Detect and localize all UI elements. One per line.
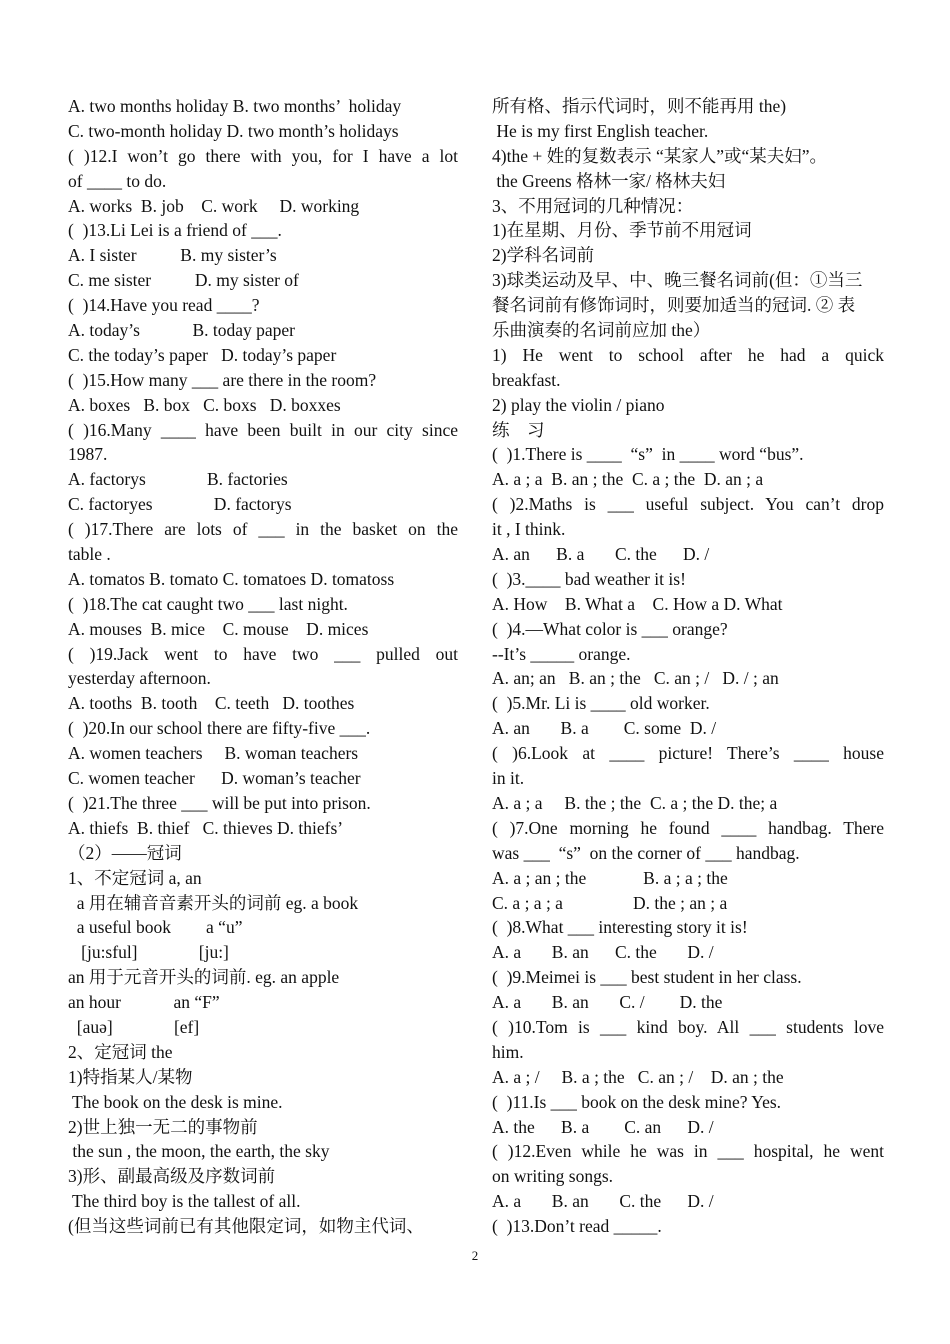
- text-line: A. a B. an C. the D. /: [492, 1191, 714, 1212]
- text-line: A. a ; an ; the B. a ; a ; the: [492, 867, 728, 888]
- text-line: (但当这些词前已有其他限定词，如物主代词、: [68, 1216, 424, 1237]
- text-line: A. works B. job C. work D. working: [68, 195, 360, 216]
- text-line: A. How B. What a C. How a D. What: [492, 593, 783, 614]
- text-line: ( )3.____ bad weather it is!: [492, 568, 686, 589]
- text-line: C. two-month holiday D. two month’s holidays: [68, 120, 399, 141]
- text-line: A. I sister B. my sister’s: [68, 245, 277, 266]
- text-line: ( )4.—What color is ___ orange?: [492, 618, 728, 639]
- text-line: ( )7.One morning he found ____ handbag. There: [492, 817, 884, 838]
- text-line: A. tooths B. tooth C. teeth D. toothes: [68, 693, 355, 714]
- text-line: 4)the + 姓的复数表示 “某家人”或“某夫妇”。: [492, 145, 828, 166]
- text-line: A. a ; a B. the ; the C. a ; the D. the; a: [492, 792, 778, 813]
- text-line: ( )15.How many ___ are there in the room?: [68, 369, 377, 390]
- text-line: breakfast.: [492, 369, 561, 390]
- text-line: ( )13.Li Lei is a friend of ___.: [68, 220, 282, 241]
- text-line: C. a ; a ; a D. the ; an ; a: [492, 892, 728, 913]
- text-line: C. me sister D. my sister of: [68, 270, 299, 291]
- text-line: an 用于元音开头的词前. eg. an apple: [68, 967, 340, 988]
- text-line: ( )8.What ___ interesting story it is!: [492, 917, 748, 938]
- text-line: 练 习: [492, 419, 545, 440]
- text-line: He is my first English teacher.: [492, 120, 709, 141]
- text-line: on writing songs.: [492, 1166, 614, 1187]
- text-line: ( )12.I won’t go there with you, for I have a lot: [68, 145, 458, 166]
- text-line: ( )16.Many ____ have been built in our city since: [68, 419, 458, 440]
- text-line: ( )20.In our school there are fifty-five ___.: [68, 718, 371, 739]
- text-line: 1)特指某人/某物: [68, 1066, 193, 1087]
- text-line: A. an B. a C. the D. /: [492, 544, 710, 565]
- text-line: 1、不定冠词 a, an: [68, 867, 202, 888]
- text-line: A. an B. a C. some D. /: [492, 718, 717, 739]
- text-line: of ____ to do.: [68, 170, 167, 191]
- text-line: him.: [492, 1041, 524, 1062]
- text-line: ( )11.Is ___ book on the desk mine? Yes.: [492, 1091, 782, 1112]
- text-line: it , I think.: [492, 519, 566, 540]
- text-line: ( )12.Even while he was in ___ hospital, he went: [492, 1141, 884, 1162]
- text-line: A. women teachers B. woman teachers: [68, 743, 359, 764]
- text-line: ( )21.The three ___ will be put into prison.: [68, 792, 371, 813]
- text-line: in it.: [492, 768, 525, 789]
- text-line: 所有格、指示代词时，则不能再用 the): [492, 96, 787, 116]
- text-line: A. a B. an C. / D. the: [492, 992, 723, 1013]
- text-line: [auə] [ef]: [68, 1016, 200, 1037]
- text-line: a 用在辅音音素开头的词前 eg. a book: [68, 892, 359, 913]
- text-line: table .: [68, 544, 111, 565]
- text-line: yesterday afternoon.: [68, 668, 211, 689]
- text-line: A. thiefs B. thief C. thieves D. thiefs’: [68, 817, 344, 838]
- text-line: was ___ “s” on the corner of ___ handbag.: [492, 842, 800, 863]
- text-line: 2)学科名词前: [492, 245, 595, 266]
- text-line: ( )2.Maths is ___ useful subject. You can’t drop: [492, 494, 884, 515]
- text-line: C. factoryes D. factorys: [68, 494, 292, 515]
- text-line: 餐名词前有修饰词时，则要加适当的冠词. ② 表: [492, 295, 856, 316]
- text-line: The book on the desk is mine.: [68, 1091, 283, 1112]
- text-line: the Greens 格林一家/ 格林夫妇: [492, 170, 726, 191]
- text-line: A. a ; / B. a ; the C. an ; / D. an ; the: [492, 1066, 784, 1087]
- text-line: A. an; an B. an ; the C. an ; / D. / ; an: [492, 668, 779, 689]
- text-line: A. mouses B. mice C. mouse D. mices: [68, 618, 369, 639]
- text-line: ( )6.Look at ____ picture! There’s ____ house: [492, 743, 884, 764]
- text-line: 3)球类运动及早、中、晚三餐名词前(但：①当三: [492, 270, 863, 291]
- text-line: ( )18.The cat caught two ___ last night.: [68, 593, 348, 614]
- page-number: 2: [471, 1248, 479, 1263]
- text-line: A. two months holiday B. two months’ holiday: [68, 96, 402, 116]
- text-line: C. the today’s paper D. today’s paper: [68, 344, 337, 365]
- text-line: 乐曲演奏的名词前应加 the）: [492, 320, 711, 341]
- text-line: ( )13.Don’t read _____.: [492, 1216, 662, 1237]
- text-line: A. today’s B. today paper: [68, 320, 295, 341]
- text-line: --It’s _____ orange.: [492, 643, 631, 664]
- text-line: 1)在星期、月份、季节前不用冠词: [492, 220, 752, 241]
- text-line: 3、不用冠词的几种情况：: [492, 195, 694, 216]
- text-line: A. boxes B. box C. boxs D. boxxes: [68, 394, 341, 415]
- text-line: A. a B. an C. the D. /: [492, 942, 714, 963]
- text-line: the sun , the moon, the earth, the sky: [68, 1141, 330, 1162]
- text-line: a useful book a “u”: [68, 917, 243, 938]
- text-line: ( )17.There are lots of ___ in the basket on the: [68, 519, 458, 540]
- text-line: A. tomatos B. tomato C. tomatoes D. tomatoss: [68, 568, 395, 589]
- text-line: 1) He went to school after he had a quick: [492, 344, 884, 365]
- text-line: 3)形、副最高级及序数词前: [68, 1166, 276, 1187]
- left-column: [68, 94, 458, 1239]
- text-line: A. a ; a B. an ; the C. a ; the D. an ; a: [492, 469, 764, 490]
- text-line: 1987.: [68, 444, 108, 465]
- right-column: [492, 94, 884, 1239]
- text-line: A. factorys B. factories: [68, 469, 288, 490]
- text-line: ( )19.Jack went to have two ___ pulled out: [68, 643, 458, 664]
- text-line: ( )9.Meimei is ___ best student in her class.: [492, 967, 802, 988]
- text-line: A. the B. a C. an D. /: [492, 1116, 714, 1137]
- text-line: （2）——冠词: [68, 842, 182, 863]
- text-line: 2) play the violin / piano: [492, 394, 665, 415]
- text-line: ( )14.Have you read ____?: [68, 295, 260, 316]
- text-line: an hour an “F”: [68, 992, 220, 1013]
- text-line: ( )5.Mr. Li is ____ old worker.: [492, 693, 710, 714]
- text-line: ( )1.There is ____ “s” in ____ word “bus”.: [492, 444, 804, 465]
- text-line: C. women teacher D. woman’s teacher: [68, 768, 361, 789]
- text-line: 2、定冠词 the: [68, 1041, 173, 1062]
- text-line: The third boy is the tallest of all.: [68, 1191, 301, 1212]
- text-line: [ju:sful] [ju:]: [68, 942, 229, 963]
- text-line: ( )10.Tom is ___ kind boy. All ___ students love: [492, 1016, 884, 1037]
- text-line: 2)世上独一无二的事物前: [68, 1116, 258, 1137]
